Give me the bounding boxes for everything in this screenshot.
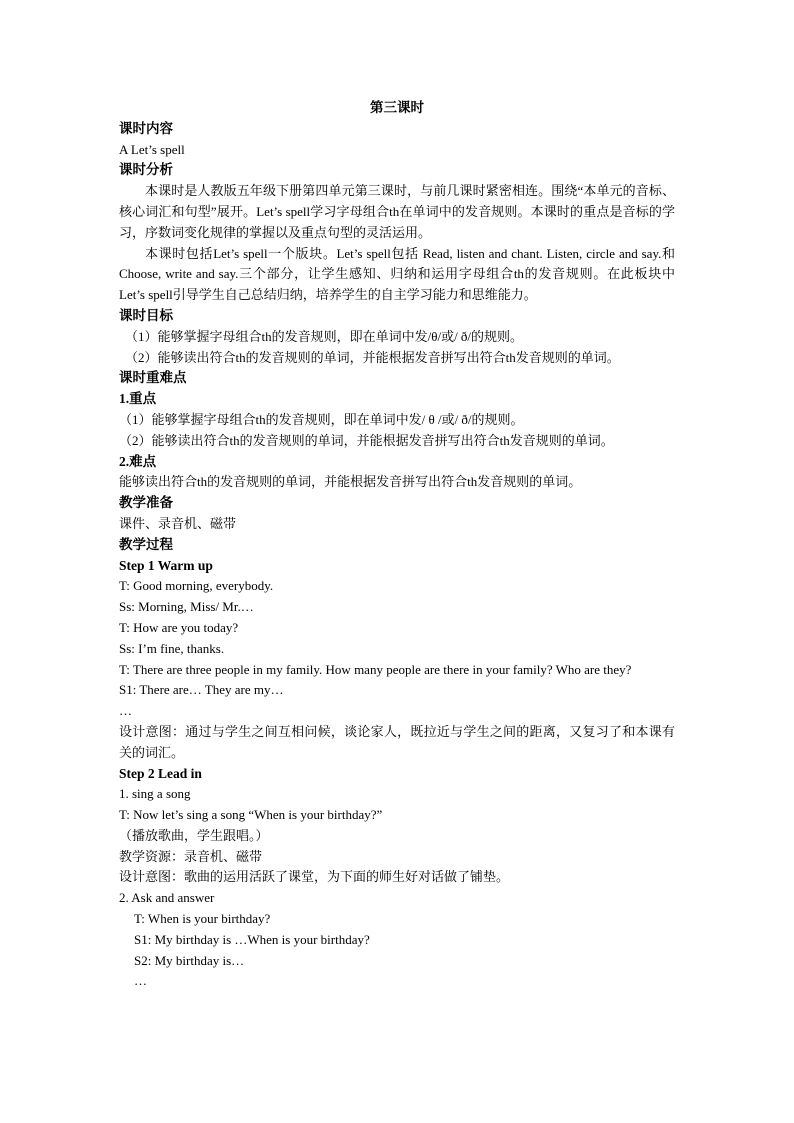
content-text: A Let’s spell bbox=[119, 141, 185, 157]
section-heading-content: 课时内容 bbox=[119, 120, 173, 136]
analysis-paragraph-2: 本课时包括Let’s spell一个版块。Let’s spell包括 Read, listen and chant. Listen, circle and say.和Choose, write and say.三个部分，让学生感知、归纳和运用字母组合th的发音规则。在此板块中Let’s spell引导学生自己总结归纳，培养学生的自主学习能力和思维能力。 bbox=[119, 245, 675, 303]
difficult-subheading: 2.难点 bbox=[119, 453, 157, 469]
dialogue-line: T: There are three people in my family. How many people are there in your family? Who are they? bbox=[119, 661, 632, 677]
dialogue-line: T: When is your birthday? bbox=[134, 911, 271, 927]
ellipsis-line: … bbox=[119, 703, 132, 719]
activity-title: 2. Ask and answer bbox=[119, 890, 215, 906]
goal-item-2: （2）能够读出符合th的发音规则的单词，并能根据发音拼写出符合th发音规则的单词。 bbox=[125, 349, 620, 365]
analysis-paragraph-1: 本课时是人教版五年级下册第四单元第三课时，与前几课时紧密相连。围绕“本单元的音标、核心词汇和句型”展开。Let’s spell学习字母组合th在单词中的发音规则。本课时的重点是音标的学习，序数词变化规律的掌握以及重点句型的灵活运用。 bbox=[119, 183, 675, 240]
section-heading-keypoints: 课时重难点 bbox=[119, 370, 187, 386]
step1-heading: Step 1 Warm up bbox=[119, 557, 213, 573]
section-heading-process: 教学过程 bbox=[119, 536, 173, 552]
key-subheading: 1.重点 bbox=[119, 391, 157, 407]
dialogue-line: T: Good morning, everybody. bbox=[119, 578, 274, 594]
section-heading-prep: 教学准备 bbox=[119, 495, 173, 511]
activity-title: 1. sing a song bbox=[119, 786, 191, 802]
key-item-1: （1）能够掌握字母组合th的发音规则，即在单词中发/ θ /或/ ð/的规则。 bbox=[119, 411, 524, 427]
dialogue-line: S1: There are… They are my… bbox=[119, 682, 284, 698]
ellipsis-line: … bbox=[134, 973, 147, 989]
design-intent: 设计意图：歌曲的运用活跃了课堂，为下面的师生好对话做了铺垫。 bbox=[119, 869, 510, 885]
key-item-2: （2）能够读出符合th的发音规则的单词，并能根据发音拼写出符合th发音规则的单词。 bbox=[119, 432, 614, 448]
dialogue-line: T: How are you today? bbox=[119, 619, 239, 635]
difficult-item-1: 能够读出符合th的发音规则的单词，并能根据发音拼写出符合th发音规则的单词。 bbox=[119, 474, 582, 490]
instruction-note: （播放歌曲，学生跟唱。） bbox=[119, 827, 269, 843]
dialogue-line: S2: My birthday is… bbox=[134, 952, 245, 968]
section-heading-analysis: 课时分析 bbox=[119, 162, 173, 178]
document-page bbox=[119, 98, 675, 992]
design-intent: 设计意图：通过与学生之间互相问候，谈论家人，既拉近与学生之间的距离，又复习了和本课有关的词汇。 bbox=[119, 723, 675, 760]
goal-item-1: （1）能够掌握字母组合th的发音规则，即在单词中发/θ/或/ ð/的规则。 bbox=[125, 328, 524, 344]
page-title: 第三课时 bbox=[370, 100, 424, 115]
step2-heading: Step 2 Lead in bbox=[119, 765, 202, 781]
prep-text: 课件、录音机、磁带 bbox=[119, 515, 237, 531]
dialogue-line: Ss: I’m fine, thanks. bbox=[119, 640, 225, 656]
dialogue-line: S1: My birthday is …When is your birthday? bbox=[134, 931, 370, 947]
resource-note: 教学资源：录音机、磁带 bbox=[119, 848, 263, 864]
dialogue-line: T: Now let’s sing a song “When is your birthday?” bbox=[119, 807, 383, 823]
dialogue-line: Ss: Morning, Miss/ Mr.… bbox=[119, 599, 254, 615]
section-heading-goals: 课时目标 bbox=[119, 307, 173, 323]
